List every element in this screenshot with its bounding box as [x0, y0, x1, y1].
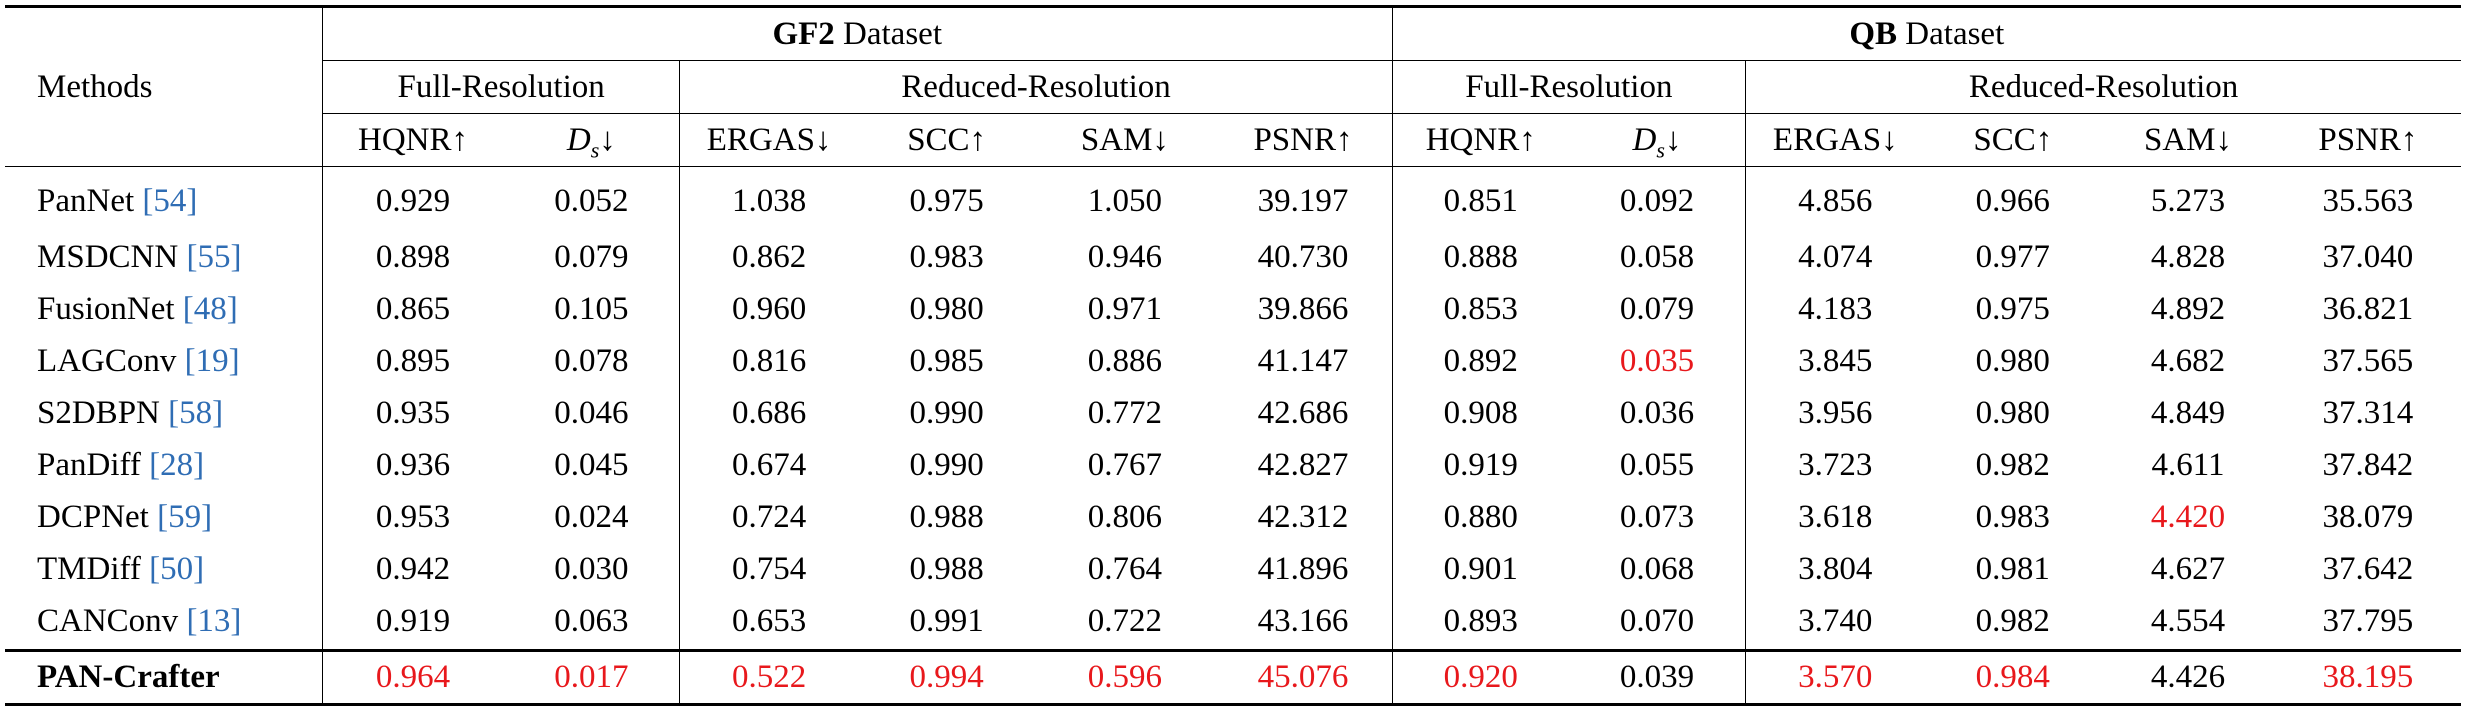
value-cell: 35.563 [2322, 182, 2414, 219]
value-cell: 0.079 [554, 238, 629, 275]
value-cell: 0.754 [680, 543, 858, 595]
value-cell: 0.919 [322, 595, 503, 651]
method-name-cell [5, 167, 322, 232]
table-row [5, 335, 2461, 387]
citation-link[interactable]: [50] [149, 550, 205, 587]
table-row [5, 283, 2461, 335]
value-cell: 4.183 [1746, 283, 1925, 335]
value-cell: 3.723 [1746, 439, 1925, 491]
methods-header: Methods [5, 7, 322, 167]
method-name-cell [5, 231, 322, 283]
method-name-cell [5, 651, 322, 705]
value-cell: 0.880 [1392, 491, 1569, 543]
value-cell: 0.983 [909, 238, 984, 275]
value-cell: 39.866 [1257, 290, 1349, 327]
method-name: S2DBPN [37, 394, 160, 431]
value-cell: 0.653 [680, 595, 858, 651]
value-cell: 0.895 [322, 335, 503, 387]
citation-link[interactable]: [58] [168, 394, 224, 431]
citation-link[interactable]: [54] [142, 182, 198, 219]
value-cell: 38.195 [2322, 659, 2414, 695]
method-name-cell [5, 543, 322, 595]
value-cell: 0.892 [1392, 335, 1569, 387]
value-cell: 3.845 [1746, 335, 1925, 387]
citation-link[interactable]: [59] [157, 498, 213, 535]
col-header-scc: SCC↑ [907, 121, 987, 158]
col-header-sam: SAM↓ [1080, 121, 1169, 158]
value-cell: 0.724 [680, 491, 858, 543]
value-cell: 0.063 [554, 602, 629, 639]
value-cell: 37.040 [2322, 238, 2414, 275]
value-cell: 0.990 [909, 446, 984, 483]
value-cell: 0.991 [909, 602, 984, 639]
value-cell: 0.919 [1392, 439, 1569, 491]
value-cell: 0.055 [1619, 446, 1695, 483]
value-cell: 0.886 [1087, 342, 1163, 379]
method-name: CANConv [37, 602, 179, 639]
col-header-ds: $D_s↓$ [566, 121, 616, 163]
method-name: MSDCNN [37, 238, 179, 275]
citation-link[interactable]: [19] [184, 342, 240, 379]
table-row [5, 491, 2461, 543]
value-cell: 0.990 [909, 394, 984, 431]
col-header-psnr: PSNR↑ [2318, 121, 2418, 158]
value-cell: 0.988 [909, 550, 984, 587]
value-cell: 36.821 [2322, 290, 2414, 327]
col-header-ergas: ERGAS↓ [1746, 114, 1925, 167]
table-row [5, 595, 2461, 651]
value-cell: 0.946 [1087, 238, 1163, 275]
method-name: PanNet [37, 182, 135, 219]
value-cell: 0.764 [1087, 550, 1163, 587]
value-cell: 41.147 [1257, 342, 1349, 379]
value-cell: 0.851 [1392, 167, 1569, 232]
value-cell: 42.686 [1257, 394, 1349, 431]
value-cell: 39.197 [1257, 182, 1349, 219]
results-table [5, 5, 2461, 706]
value-cell: 37.795 [2322, 602, 2414, 639]
value-cell: 4.828 [2150, 238, 2226, 275]
value-cell: 0.929 [322, 167, 503, 232]
col-header-ds: $D_s↓$ [1632, 121, 1682, 163]
method-name-cell [5, 335, 322, 387]
value-cell: 0.092 [1619, 182, 1695, 219]
gf2-full-resolution-header: Full-Resolution [322, 61, 680, 114]
value-cell: 4.420 [2150, 498, 2226, 535]
method-name: PAN-Crafter [37, 659, 220, 695]
value-cell: 0.035 [1619, 342, 1695, 379]
value-cell: 37.842 [2322, 446, 2414, 483]
value-cell: 3.804 [1746, 543, 1925, 595]
col-header-hqnr: HQNR↑ [1392, 114, 1569, 167]
value-cell: 0.105 [554, 290, 629, 327]
value-cell: 0.984 [1975, 659, 2050, 695]
col-header-psnr: PSNR↑ [1253, 121, 1353, 158]
value-cell: 43.166 [1257, 602, 1349, 639]
value-cell: 0.017 [554, 659, 629, 695]
value-cell: 0.686 [680, 387, 858, 439]
value-cell: 0.058 [1619, 238, 1695, 275]
value-cell: 0.975 [909, 182, 984, 219]
value-cell: 0.888 [1392, 231, 1569, 283]
col-header-hqnr: HQNR↑ [322, 114, 503, 167]
method-name-cell [5, 439, 322, 491]
table-row [5, 167, 2461, 232]
value-cell: 40.730 [1257, 238, 1349, 275]
value-cell: 0.036 [1619, 394, 1695, 431]
value-cell: 0.522 [680, 651, 858, 705]
table-row-proposed [5, 651, 2461, 705]
value-cell: 0.966 [1975, 182, 2050, 219]
value-cell: 0.920 [1392, 651, 1569, 705]
value-cell: 41.896 [1257, 550, 1349, 587]
gf2-reduced-resolution-header: Reduced-Resolution [680, 61, 1392, 114]
value-cell: 0.865 [322, 283, 503, 335]
method-name: TMDiff [37, 550, 141, 587]
value-cell: 3.570 [1746, 651, 1925, 705]
value-cell: 0.994 [909, 659, 984, 695]
value-cell: 0.772 [1087, 394, 1163, 431]
value-cell: 0.722 [1087, 602, 1163, 639]
qb-dataset-header: QB Dataset [1392, 7, 2461, 61]
table-row [5, 543, 2461, 595]
value-cell: 37.642 [2322, 550, 2414, 587]
value-cell: 0.975 [1975, 290, 2050, 327]
value-cell: 0.674 [680, 439, 858, 491]
value-cell: 0.806 [1087, 498, 1163, 535]
citation-link[interactable]: [48] [182, 290, 238, 327]
value-cell: 0.898 [322, 231, 503, 283]
col-header-scc: SCC↑ [1973, 121, 2053, 158]
table-row [5, 231, 2461, 283]
value-cell: 0.039 [1619, 659, 1695, 695]
value-cell: 38.079 [2322, 498, 2414, 535]
value-cell: 42.827 [1257, 446, 1349, 483]
value-cell: 0.079 [1619, 290, 1695, 327]
value-cell: 0.982 [1975, 446, 2050, 483]
value-cell: 0.052 [554, 182, 629, 219]
method-name: FusionNet [37, 290, 175, 327]
value-cell: 0.980 [909, 290, 984, 327]
value-cell: 0.964 [322, 651, 503, 705]
value-cell: 0.070 [1619, 602, 1695, 639]
value-cell: 4.856 [1746, 167, 1925, 232]
value-cell: 0.030 [554, 550, 629, 587]
value-cell: 0.073 [1619, 498, 1695, 535]
value-cell: 4.682 [2150, 342, 2226, 379]
value-cell: 0.908 [1392, 387, 1569, 439]
value-cell: 3.956 [1746, 387, 1925, 439]
value-cell: 0.977 [1975, 238, 2050, 275]
value-cell: 0.901 [1392, 543, 1569, 595]
value-cell: 4.426 [2150, 659, 2226, 695]
value-cell: 1.038 [680, 167, 858, 232]
table-row [5, 439, 2461, 491]
value-cell: 0.971 [1087, 290, 1163, 327]
value-cell: 0.980 [1975, 342, 2050, 379]
value-cell: 0.078 [554, 342, 629, 379]
value-cell: 0.988 [909, 498, 984, 535]
value-cell: 4.074 [1746, 231, 1925, 283]
value-cell: 0.767 [1087, 446, 1163, 483]
value-cell: 4.892 [2150, 290, 2226, 327]
value-cell: 0.045 [554, 446, 629, 483]
method-name-cell [5, 387, 322, 439]
value-cell: 0.862 [680, 231, 858, 283]
value-cell: 37.565 [2322, 342, 2414, 379]
method-name-cell [5, 491, 322, 543]
value-cell: 37.314 [2322, 394, 2414, 431]
value-cell: 0.596 [1087, 659, 1163, 695]
value-cell: 0.935 [322, 387, 503, 439]
value-cell: 4.849 [2150, 394, 2226, 431]
value-cell: 0.980 [1975, 394, 2050, 431]
method-name: LAGConv [37, 342, 177, 379]
value-cell: 3.618 [1746, 491, 1925, 543]
table-row [5, 387, 2461, 439]
value-cell: 0.024 [554, 498, 629, 535]
value-cell: 4.554 [2150, 602, 2226, 639]
qb-reduced-resolution-header: Reduced-Resolution [1746, 61, 2461, 114]
value-cell: 0.953 [322, 491, 503, 543]
method-name-cell [5, 283, 322, 335]
citation-link[interactable]: [13] [186, 602, 242, 639]
value-cell: 1.050 [1087, 182, 1163, 219]
value-cell: 45.076 [1257, 659, 1349, 695]
method-name: DCPNet [37, 498, 149, 535]
citation-link[interactable]: [55] [186, 238, 242, 275]
value-cell: 0.981 [1975, 550, 2050, 587]
value-cell: 5.273 [2150, 182, 2226, 219]
method-name-cell [5, 595, 322, 651]
value-cell: 0.853 [1392, 283, 1569, 335]
col-header-ergas: ERGAS↓ [680, 114, 858, 167]
value-cell: 0.960 [680, 283, 858, 335]
value-cell: 0.816 [680, 335, 858, 387]
value-cell: 0.046 [554, 394, 629, 431]
col-header-sam: SAM↓ [2143, 121, 2232, 158]
value-cell: 0.936 [322, 439, 503, 491]
value-cell: 0.068 [1619, 550, 1695, 587]
gf2-dataset-header: GF2 Dataset [322, 7, 1392, 61]
value-cell: 0.982 [1975, 602, 2050, 639]
value-cell: 0.893 [1392, 595, 1569, 651]
value-cell: 0.983 [1975, 498, 2050, 535]
citation-link[interactable]: [28] [149, 446, 205, 483]
value-cell: 42.312 [1257, 498, 1349, 535]
value-cell: 0.985 [909, 342, 984, 379]
value-cell: 4.611 [2151, 446, 2225, 483]
value-cell: 0.942 [322, 543, 503, 595]
value-cell: 4.627 [2150, 550, 2226, 587]
value-cell: 3.740 [1746, 595, 1925, 651]
qb-full-resolution-header: Full-Resolution [1392, 61, 1746, 114]
method-name: PanDiff [37, 446, 141, 483]
